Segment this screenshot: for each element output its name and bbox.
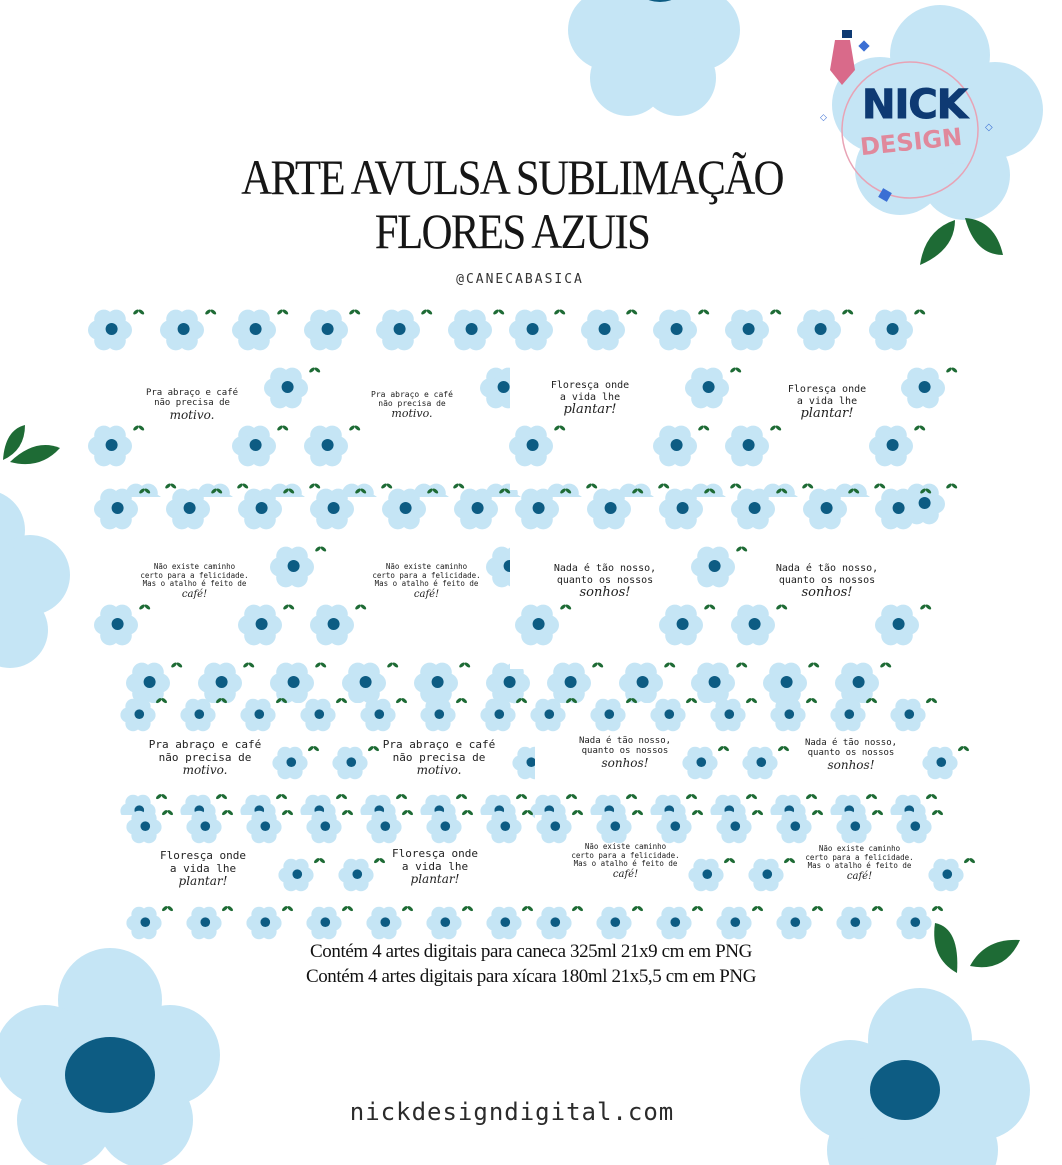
info-line-mug: Contém 4 artes digitais para caneca 325ml 21x9 cm em PNG: [310, 941, 752, 962]
quote-line: Pra abraço e café: [145, 388, 239, 398]
pattern-leaves: [663, 662, 676, 669]
quote-line: Mas o atalho é feito de: [573, 859, 678, 869]
pattern-leaves: [805, 793, 818, 800]
quote-line: certo para a felicidade.: [140, 570, 249, 580]
quote-line: a vida lhe: [401, 859, 469, 873]
pattern-leaves: [420, 309, 433, 316]
pattern-leaves: [745, 697, 758, 704]
pattern-leaves: [221, 809, 234, 816]
pattern-flower: [656, 907, 691, 940]
quote-script: café!: [846, 870, 873, 882]
pattern-leaves: [945, 483, 958, 490]
pattern-flower: [596, 811, 631, 844]
pattern-leaves: [735, 546, 748, 553]
quote-line: Floresça onde: [159, 849, 247, 862]
pattern-leaves: [807, 662, 820, 669]
pattern-leaves: [458, 662, 471, 669]
quote-line: Não existe caminho: [584, 842, 667, 851]
pattern-leaves: [769, 309, 782, 316]
quote-text-left: [535, 380, 645, 418]
pattern-leaves: [811, 809, 824, 816]
quote-text-right: [772, 384, 882, 422]
pattern-leaves: [492, 309, 505, 316]
quote-line: Pra abraço e café: [382, 738, 496, 751]
quote-line: Não existe caminho: [153, 562, 236, 571]
pattern-flower: [94, 605, 138, 646]
pattern-flower: [688, 859, 723, 892]
pattern-leaves: [170, 662, 183, 669]
pattern-flower: [198, 663, 242, 704]
website-url: nickdesigndigital.com: [349, 1098, 675, 1126]
pattern-leaves: [805, 697, 818, 704]
pattern-leaves: [571, 905, 584, 912]
pattern-leaves: [931, 905, 944, 912]
pattern-leaves: [341, 809, 354, 816]
pattern-flower: [126, 907, 161, 940]
quote-script: café!: [413, 588, 440, 600]
quote-line: Pra abraço e café: [371, 390, 453, 399]
pattern-leaves: [751, 809, 764, 816]
quote-script: plantar!: [178, 874, 228, 889]
pattern-flower: [120, 699, 155, 732]
pattern-leaves: [625, 793, 638, 800]
pattern-leaves: [282, 604, 295, 611]
pattern-leaves: [559, 604, 572, 611]
flower-decoration-top-center: [550, 0, 760, 110]
quote-text-left: [148, 850, 258, 889]
pattern-flower: [725, 310, 769, 351]
pattern-flower: [300, 699, 335, 732]
pattern-flower: [304, 426, 348, 467]
quote-line: certo para a felicidade.: [805, 852, 914, 862]
pattern-flower: [731, 605, 775, 646]
pattern-flower: [272, 747, 307, 780]
pattern-flower: [836, 811, 871, 844]
quote-line: certo para a felicidade.: [571, 850, 680, 860]
pattern-flower: [310, 605, 354, 646]
pattern-flower: [186, 907, 221, 940]
flower-decoration-left: [0, 490, 70, 670]
pattern-flower: [306, 811, 341, 844]
pattern-leaves: [341, 905, 354, 912]
quote-script: plantar!: [563, 402, 617, 417]
pattern-leaves: [873, 483, 886, 490]
pattern-leaves: [242, 662, 255, 669]
pattern-leaves: [348, 425, 361, 432]
pattern-leaves: [811, 905, 824, 912]
quote-text-right: [374, 739, 504, 778]
pattern-flower: [776, 811, 811, 844]
pattern-flower: [536, 811, 571, 844]
pattern-leaves: [963, 857, 976, 864]
quote-line: quanto os nossos: [807, 748, 895, 759]
quote-text-left: [140, 739, 270, 778]
pattern-flower: [748, 859, 783, 892]
quote-text-right: [791, 738, 911, 772]
pattern-flower: [304, 310, 348, 351]
pattern-leaves: [913, 425, 926, 432]
pattern-flower: [240, 699, 275, 732]
pattern-flower: [278, 859, 313, 892]
pattern-flower: [797, 310, 841, 351]
cup-art-sonhos: [535, 703, 928, 801]
quote-script: motivo.: [169, 407, 215, 422]
quote-line: Não existe caminho: [818, 844, 901, 853]
pattern-flower: [590, 699, 625, 732]
pattern-leaves: [871, 905, 884, 912]
pattern-leaves: [155, 793, 168, 800]
pattern-flower: [869, 310, 913, 351]
quote-line: a vida lhe: [169, 861, 237, 875]
pattern-leaves: [685, 697, 698, 704]
pattern-leaves: [925, 793, 938, 800]
quote-text-left: [563, 843, 688, 880]
pattern-flower: [536, 907, 571, 940]
pattern-flower: [869, 426, 913, 467]
pattern-leaves: [401, 905, 414, 912]
quote-line: a vida lhe: [796, 395, 858, 407]
quote-text-left: [137, 388, 247, 422]
pattern-leaves: [354, 604, 367, 611]
pattern-flower: [515, 605, 559, 646]
cup-art-floresca: [118, 815, 513, 913]
pattern-leaves: [913, 309, 926, 316]
pattern-flower: [366, 811, 401, 844]
pattern-flower: [238, 605, 282, 646]
quote-script: sonhos!: [601, 755, 649, 770]
pattern-flower: [896, 811, 931, 844]
quote-script: plantar!: [800, 406, 854, 421]
pattern-flower: [360, 699, 395, 732]
quote-line: Nada é tão nosso,: [578, 736, 672, 746]
svg-text:◇: ◇: [820, 113, 827, 123]
pattern-leaves: [132, 425, 145, 432]
mug-art-sonhos: [510, 497, 904, 669]
pattern-flower: [890, 699, 925, 732]
pattern-flower: [547, 663, 591, 704]
pattern-leaves: [783, 857, 796, 864]
quote-line: Floresça onde: [787, 384, 867, 395]
pattern-leaves: [455, 697, 468, 704]
quote-line: não precisa de: [158, 750, 252, 764]
pattern-leaves: [931, 809, 944, 816]
page-title: [72, 150, 953, 258]
pattern-leaves: [691, 905, 704, 912]
pattern-flower: [928, 859, 963, 892]
pattern-flower: [232, 426, 276, 467]
quote-line: certo para a felicidade.: [372, 570, 481, 580]
pattern-leaves: [221, 905, 234, 912]
pattern-leaves: [723, 857, 736, 864]
pattern-flower: [480, 699, 515, 732]
pattern-flower: [776, 907, 811, 940]
pattern-leaves: [945, 367, 958, 374]
quote-text-left: [132, 563, 257, 600]
pattern-leaves: [276, 309, 289, 316]
pattern-leaves: [697, 425, 710, 432]
pattern-leaves: [308, 483, 321, 490]
pattern-leaves: [591, 662, 604, 669]
pattern-flower: [653, 310, 697, 351]
title-line-1: ARTE AVULSA SUBLIMAÇÃO: [241, 149, 783, 205]
quote-line: Mas o atalho é feito de: [807, 861, 912, 871]
pattern-flower: [922, 747, 957, 780]
pattern-flower: [270, 547, 314, 588]
pattern-leaves: [401, 809, 414, 816]
pattern-flower: [530, 699, 565, 732]
instagram-handle: @CANECABASICA: [456, 272, 584, 287]
quote-line: Nada é tão nosso,: [804, 738, 898, 748]
quote-line: Não existe caminho: [385, 562, 468, 571]
pattern-flower: [901, 368, 945, 409]
quote-text-right: [364, 563, 489, 600]
quote-line: Mas o atalho é feito de: [374, 579, 479, 589]
pattern-flower: [376, 310, 420, 351]
quote-script: motivo.: [416, 763, 462, 778]
quote-script: café!: [612, 868, 639, 880]
pattern-flower: [306, 907, 341, 940]
pattern-leaves: [775, 604, 788, 611]
quote-text-right: [362, 390, 462, 421]
pattern-flower: [835, 663, 879, 704]
quote-text-right: [797, 845, 922, 882]
quote-text-left: [565, 736, 685, 770]
pattern-leaves: [308, 367, 321, 374]
pattern-flower: [653, 426, 697, 467]
pattern-leaves: [657, 483, 670, 490]
quote-script: motivo.: [182, 763, 228, 778]
pattern-flower: [509, 310, 553, 351]
pattern-leaves: [697, 309, 710, 316]
pattern-leaves: [281, 809, 294, 816]
pattern-flower: [685, 368, 729, 409]
pattern-leaves: [735, 662, 748, 669]
mug-art-abraco: [102, 318, 510, 490]
pattern-flower: [656, 811, 691, 844]
pattern-flower: [126, 663, 170, 704]
pattern-leaves: [164, 483, 177, 490]
pattern-leaves: [515, 793, 528, 800]
pattern-flower: [650, 699, 685, 732]
pattern-flower: [126, 811, 161, 844]
pattern-flower: [659, 605, 703, 646]
cup-art-caminho: [535, 815, 928, 913]
quote-script: sonhos!: [827, 757, 875, 772]
pattern-leaves: [380, 483, 393, 490]
pattern-leaves: [307, 745, 320, 752]
quote-line: não precisa de: [392, 750, 486, 764]
pattern-leaves: [871, 809, 884, 816]
quote-line: quanto os nossos: [778, 574, 876, 586]
pattern-flower: [232, 310, 276, 351]
pattern-leaves: [348, 309, 361, 316]
pattern-flower: [725, 426, 769, 467]
pattern-leaves: [386, 662, 399, 669]
pattern-flower: [716, 811, 751, 844]
pattern-leaves: [314, 662, 327, 669]
pattern-leaves: [925, 697, 938, 704]
pattern-leaves: [769, 425, 782, 432]
pattern-leaves: [236, 483, 249, 490]
pattern-leaves: [461, 905, 474, 912]
pattern-flower: [414, 663, 458, 704]
pattern-flower: [710, 699, 745, 732]
pattern-leaves: [729, 367, 742, 374]
pattern-flower: [426, 811, 461, 844]
quote-script: sonhos!: [579, 585, 631, 600]
quote-line: Pra abraço e café: [148, 738, 262, 751]
pattern-flower: [246, 811, 281, 844]
svg-text:◇: ◇: [985, 122, 993, 133]
quote-line: quanto os nossos: [556, 574, 654, 586]
pattern-leaves: [455, 793, 468, 800]
pattern-leaves: [565, 793, 578, 800]
pattern-leaves: [919, 604, 932, 611]
pattern-leaves: [865, 793, 878, 800]
quote-line: a vida lhe: [559, 391, 621, 403]
pattern-flower: [366, 907, 401, 940]
pattern-flower: [332, 747, 367, 780]
pattern-leaves: [691, 809, 704, 816]
pattern-flower: [619, 663, 663, 704]
pattern-flower: [186, 811, 221, 844]
pattern-flower: [836, 907, 871, 940]
pattern-flower: [691, 547, 735, 588]
pattern-leaves: [313, 857, 326, 864]
pattern-leaves: [841, 309, 854, 316]
quote-script: motivo.: [391, 407, 433, 421]
pattern-leaves: [138, 604, 151, 611]
pattern-leaves: [395, 697, 408, 704]
pattern-flower: [160, 310, 204, 351]
pattern-leaves: [751, 905, 764, 912]
pattern-leaves: [625, 309, 638, 316]
pattern-leaves: [276, 425, 289, 432]
pattern-flower: [486, 811, 521, 844]
pattern-flower: [246, 907, 281, 940]
pattern-flower: [338, 859, 373, 892]
quote-script: café!: [181, 588, 208, 600]
pattern-flower: [270, 663, 314, 704]
quote-text-left: [550, 563, 660, 601]
mug-art-caminho: [102, 497, 510, 669]
pattern-leaves: [204, 309, 217, 316]
pattern-flower: [426, 907, 461, 940]
quote-line: Nada é tão nosso,: [553, 563, 657, 574]
pattern-leaves: [585, 483, 598, 490]
quote-line: não precisa de: [378, 399, 446, 409]
quote-script: plantar!: [410, 872, 460, 887]
pattern-flower: [682, 747, 717, 780]
pattern-flower: [264, 368, 308, 409]
pattern-leaves: [281, 905, 294, 912]
quote-line: não precisa de: [154, 398, 230, 409]
info-line-cup: Contém 4 artes digitais para xícara 180ml 21x5,5 cm em PNG: [305, 966, 757, 987]
pattern-leaves: [745, 793, 758, 800]
pattern-flower: [342, 663, 386, 704]
quote-line: Floresça onde: [391, 847, 479, 860]
pattern-leaves: [452, 483, 465, 490]
pattern-flower: [875, 605, 919, 646]
quote-line: Nada é tão nosso,: [775, 563, 879, 574]
pattern-leaves: [717, 745, 730, 752]
logo-text-design: DESIGN: [858, 122, 964, 162]
pattern-leaves: [685, 793, 698, 800]
mug-art-floresca: [510, 318, 904, 490]
quote-line: Floresça onde: [550, 380, 630, 391]
cup-art-abraco: [118, 703, 513, 801]
pattern-leaves: [335, 793, 348, 800]
title-line-2: FLORES AZUIS: [374, 203, 650, 259]
pattern-leaves: [553, 309, 566, 316]
pattern-leaves: [161, 809, 174, 816]
pattern-flower: [742, 747, 777, 780]
pattern-leaves: [631, 809, 644, 816]
pattern-leaves: [571, 809, 584, 816]
pattern-flower: [88, 426, 132, 467]
quote-line: quanto os nossos: [581, 746, 669, 757]
quote-text-right: [772, 563, 882, 601]
pattern-leaves: [777, 745, 790, 752]
pattern-leaves: [275, 793, 288, 800]
quote-line: Mas o atalho é feito de: [142, 579, 247, 589]
pattern-leaves: [553, 425, 566, 432]
pattern-flower: [830, 699, 865, 732]
pattern-leaves: [879, 662, 892, 669]
pattern-leaves: [395, 793, 408, 800]
pattern-flower: [770, 699, 805, 732]
quote-text-right: [380, 848, 490, 887]
pattern-leaves: [631, 905, 644, 912]
pattern-leaves: [335, 697, 348, 704]
pattern-leaves: [801, 483, 814, 490]
logo-text-nick: NICK: [862, 82, 967, 128]
pattern-flower: [448, 310, 492, 351]
pattern-leaves: [215, 793, 228, 800]
flower-decoration-bottom-right: [800, 985, 1030, 1165]
pattern-flower: [486, 907, 521, 940]
pattern-leaves: [132, 309, 145, 316]
pattern-leaves: [161, 905, 174, 912]
leaves-decoration-left: [0, 420, 65, 470]
pattern-flower: [716, 907, 751, 940]
pattern-flower: [763, 663, 807, 704]
pattern-flower: [88, 310, 132, 351]
pattern-flower: [509, 426, 553, 467]
pattern-leaves: [729, 483, 742, 490]
pattern-leaves: [957, 745, 970, 752]
pattern-flower: [420, 699, 455, 732]
pattern-flower: [180, 699, 215, 732]
pattern-leaves: [461, 809, 474, 816]
pattern-leaves: [521, 905, 534, 912]
pattern-flower: [596, 907, 631, 940]
pattern-flower: [691, 663, 735, 704]
quote-script: sonhos!: [801, 585, 853, 600]
pattern-leaves: [314, 546, 327, 553]
pattern-leaves: [703, 604, 716, 611]
pattern-flower: [581, 310, 625, 351]
